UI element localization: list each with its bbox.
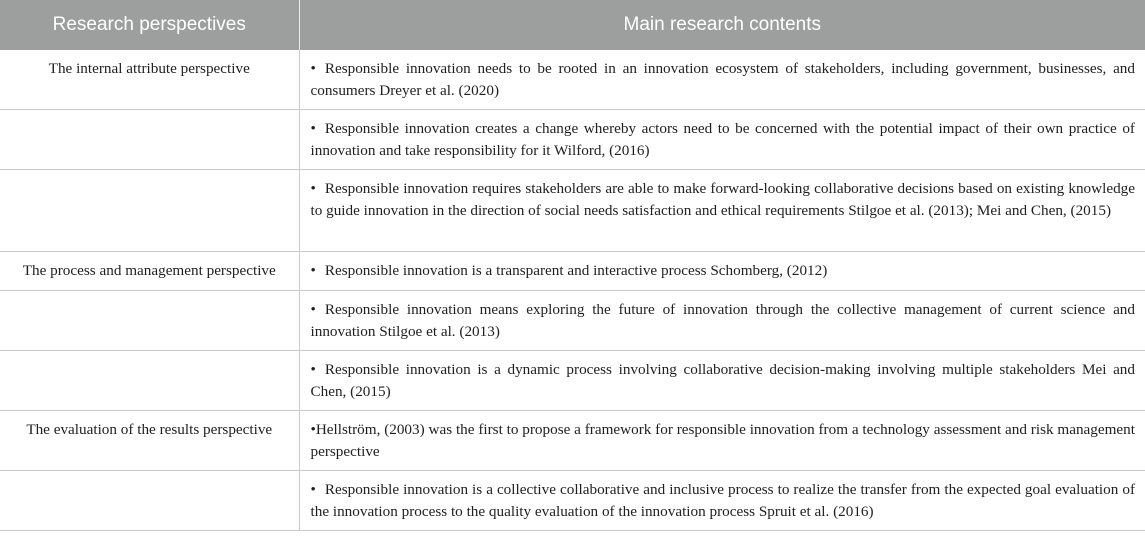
table-row: [0, 291, 1145, 351]
content-cell: [299, 170, 1145, 252]
content-cell: [299, 471, 1145, 531]
bullet-icon: •: [310, 421, 316, 438]
table-row: [0, 351, 1145, 411]
perspective-cell: [0, 110, 299, 170]
content-text: Responsible innovation is a collective collaborative and inclusive process to realize the transfer from the expected goal evaluation of the innovation process to the quality evaluation of the innovation process Spruit et al. (2016): [310, 481, 1135, 520]
perspective-cell: [0, 291, 299, 351]
content-cell: [299, 291, 1145, 351]
table-row: [0, 110, 1145, 170]
content-text: Responsible innovation is a dynamic process involving collaborative decision-making involving multiple stakeholders Mei and Chen, (2015): [310, 361, 1135, 400]
content-text: Responsible innovation creates a change whereby actors need to be concerned with the potential impact of their own practice of innovation and take responsibility for it Wilford, (2016): [310, 120, 1135, 159]
bullet-icon: •: [310, 361, 316, 378]
perspective-cell: [0, 471, 299, 531]
column-header-perspectives: Research perspectives: [0, 0, 299, 50]
column-header-contents: Main research contents: [299, 0, 1145, 50]
bullet-icon: •: [310, 481, 316, 498]
bullet-icon: •: [310, 301, 316, 318]
content-cell: [299, 50, 1145, 110]
perspective-cell: The process and management perspective: [0, 252, 299, 291]
table-row: [0, 170, 1145, 252]
perspective-cell: The evaluation of the results perspective: [0, 411, 299, 471]
content-text: Hellström, (2003) was the first to propose a framework for responsible innovation from a technology assessment and risk management perspective: [310, 421, 1135, 460]
perspective-cell: [0, 351, 299, 411]
content-cell: [299, 110, 1145, 170]
bullet-icon: •: [310, 120, 316, 137]
bullet-icon: •: [310, 60, 316, 77]
content-cell: [299, 351, 1145, 411]
bullet-icon: •: [310, 262, 316, 279]
content-text: Responsible innovation needs to be rooted in an innovation ecosystem of stakeholders, including government, businesses, and consumers Dreyer et al. (2020): [310, 60, 1135, 99]
content-text: Responsible innovation means exploring the future of innovation through the collective management of current science and innovation Stilgoe et al. (2013): [310, 301, 1135, 340]
content-text: Responsible innovation is a transparent and interactive process Schomberg, (2012): [324, 262, 828, 279]
table-row: [0, 50, 1145, 110]
content-cell: [299, 252, 1145, 291]
perspective-cell: [0, 170, 299, 252]
content-cell: [299, 411, 1145, 471]
table-row: [0, 252, 1145, 291]
header-row: [0, 0, 1145, 50]
perspective-cell: The internal attribute perspective: [0, 50, 299, 110]
table-row: [0, 471, 1145, 531]
content-text: Responsible innovation requires stakeholders are able to make forward-looking collaborative decisions based on existing knowledge to guide innovation in the direction of social needs satisfaction and ethical requirements Stilgoe et al. (2013); Mei and Chen, (2015): [310, 180, 1135, 219]
table-row: [0, 411, 1145, 471]
bullet-icon: •: [310, 180, 316, 197]
